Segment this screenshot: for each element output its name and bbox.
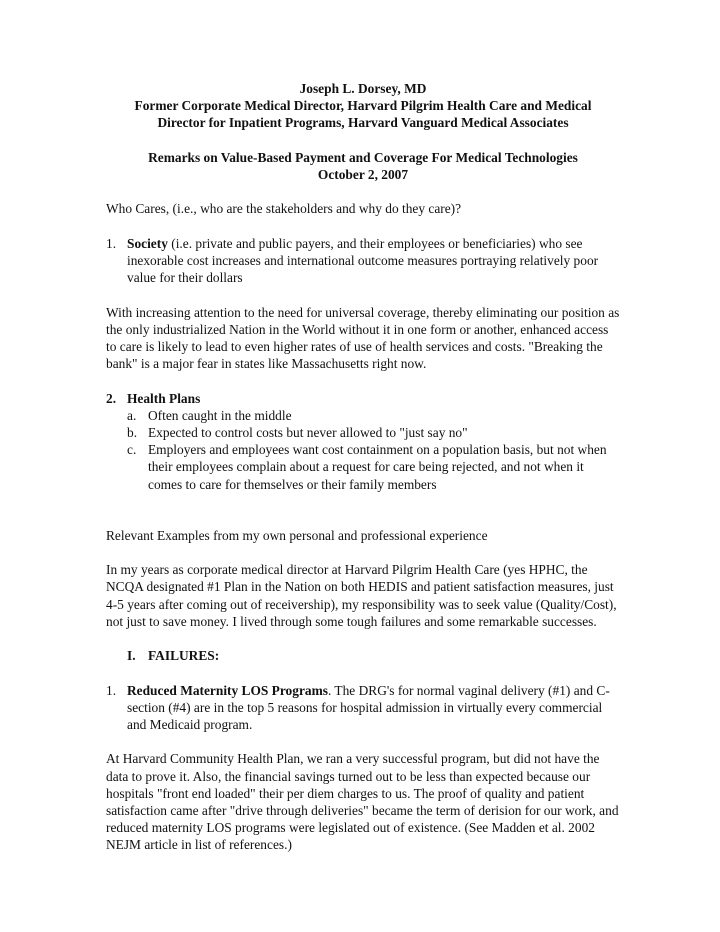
list-item-health-plans (106, 390, 620, 407)
document-page (106, 80, 620, 854)
section-heading-failures (106, 647, 620, 664)
author-name: Joseph L. Dorsey, MD (299, 81, 427, 96)
item-heading-society: Society (127, 235, 168, 251)
sub-marker: c. (127, 442, 137, 458)
author-title-line2: Director for Inpatient Programs, Harvard Vanguard Medical Associates (157, 115, 569, 131)
sub-marker: b. (127, 424, 138, 440)
item-text-maternity: . The DRG's for normal vaginal delivery (#1) and C-section (#4) are in the top 5 reasons for hospital admission in virtually every commercial and Medicaid program. (127, 682, 610, 732)
section-marker: I. (127, 648, 136, 664)
paragraph-hphc: In my years as corporate medical director at Harvard Pilgrim Health Care (yes HPHC, the NCQA designated #1 Plan in the Nation on both HEDIS and patient satisfaction measures, just 4-5 years after coming out of receivership), my responsibility was to seek value (Quality/Cost), not just to save money. I lived through some tough failures and some remarkable successes. (106, 562, 617, 629)
list-item-society (106, 235, 620, 287)
author-title-line1: Former Corporate Medical Director, Harvard Pilgrim Health Care and Medical (134, 98, 592, 114)
remarks-date: October 2, 2007 (317, 167, 409, 182)
sub-item (106, 424, 620, 441)
sub-item-text: Employers and employees want cost containment on a population basis, but not when their employees complain about a request for care being rejected, and not when it comes to care for themselves or their family members (148, 442, 607, 492)
sub-item (106, 441, 620, 493)
list-marker: 1. (106, 682, 117, 698)
sub-item-text: Often caught in the middle (148, 407, 292, 423)
sub-item-text: Expected to control costs but never allowed to "just say no" (148, 424, 468, 440)
paragraph-hchp: At Harvard Community Health Plan, we ran a very successful program, but did not have the data to prove it. Also, the financial savings turned out to be less than expected because our hospitals "front end loaded" their per diem charges to us. The proof of quality and patient satisfaction came after "drive through deliveries" became the term of derision for our work, and reduced maternity LOS programs were legislated out of existence. (See Madden et al. 2002 NEJM article in list of references.) (106, 751, 619, 853)
list-item-maternity (106, 682, 620, 734)
examples-heading: Relevant Examples from my own personal and professional experience (106, 527, 488, 543)
paragraph-coverage: With increasing attention to the need for universal coverage, thereby eliminating our position as the only industrialized Nation in the World without it in one form or another, enhanced access to care is likely to lead to even higher rates of use of health services and costs. "Breaking the bank" is a major fear in states like Massachusetts right now. (106, 304, 620, 372)
sub-item (106, 407, 620, 424)
item-text-society: (i.e. private and public payers, and their employees or beneficiaries) who see inexorable cost increases and international outcome measures portraying relatively poor value for their dollars (127, 235, 599, 286)
list-marker: 1. (106, 235, 117, 251)
intro-question: Who Cares, (i.e., who are the stakeholders and why do they care)? (106, 201, 462, 217)
list-marker: 2. (106, 390, 117, 406)
remarks-title: Remarks on Value-Based Payment and Coverage For Medical Technologies (148, 149, 578, 165)
sub-marker: a. (127, 407, 137, 423)
item-heading-maternity: Reduced Maternity LOS Programs (127, 682, 328, 698)
item-heading-health-plans: Health Plans (127, 390, 201, 406)
section-title: FAILURES: (148, 648, 220, 664)
